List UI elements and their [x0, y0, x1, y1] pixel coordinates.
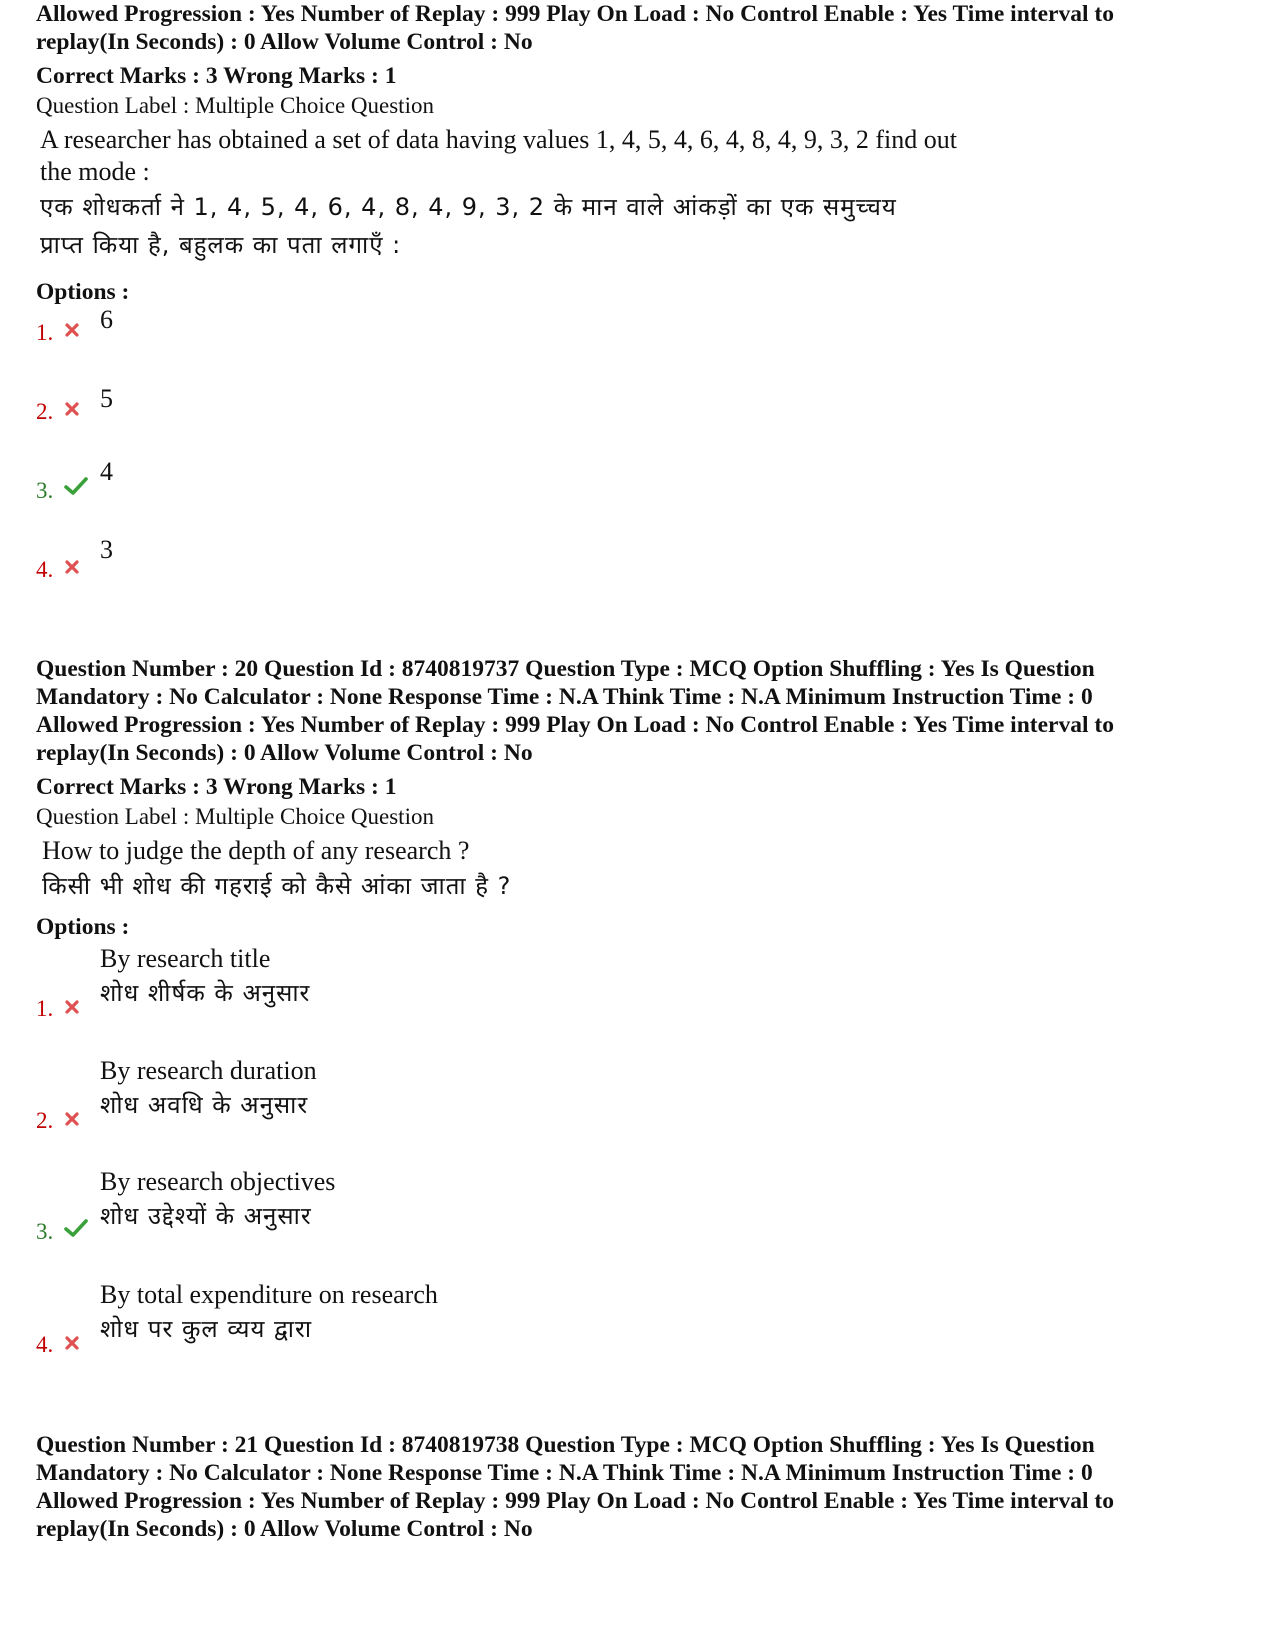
question-meta-line: Allowed Progression : Yes Number of Replay : 999 Play On Load : No Control Enable : Yes Time interval to [36, 1, 1114, 27]
cross-icon [64, 1111, 80, 1127]
option-item [36, 535, 636, 587]
option-text-en: By research duration [100, 1056, 317, 1085]
question-meta-line: Allowed Progression : Yes Number of Replay : 999 Play On Load : No Control Enable : Yes Time interval to [36, 1488, 1114, 1514]
cross-icon [64, 401, 80, 417]
option-item [36, 1279, 736, 1369]
question-text [40, 124, 1246, 264]
question-meta-line: replay(In Seconds) : 0 Allow Volume Control : No [36, 740, 533, 766]
question-label: Question Label : Multiple Choice Question [36, 804, 434, 829]
option-number: 3. [36, 1219, 54, 1244]
option-number: 1. [36, 320, 54, 345]
option-text-en: By total expenditure on research [100, 1280, 438, 1309]
question-meta-line: Question Number : 20 Question Id : 8740819737 Question Type : MCQ Option Shuffling : Yes Is Question [36, 656, 1095, 682]
option-text-hi: शोध उद्देश्यों के अनुसार [100, 1202, 312, 1230]
option-number: 4. [36, 557, 54, 582]
option-text: 4 [100, 457, 113, 486]
question-20-block [36, 655, 1246, 949]
option-text: 3 [100, 535, 113, 564]
question-text-hi: एक शोधकर्ता ने 1, 4, 5, 4, 6, 4, 8, 4, 9, 3, 2 के मान वाले आंकड़ों का एक समुच्चय [40, 193, 897, 221]
option-item [36, 457, 636, 508]
option-number: 3. [36, 478, 54, 503]
options-heading: Options : [36, 914, 130, 940]
option-text [100, 1166, 335, 1234]
marks-line: Correct Marks : 3 Wrong Marks : 1 [36, 63, 397, 89]
option-text: 6 [100, 305, 113, 334]
option-text-hi: शोध शीर्षक के अनुसार [100, 979, 311, 1007]
cross-icon [64, 1335, 80, 1351]
question-meta-line: Mandatory : No Calculator : None Response Time : N.A Think Time : N.A Minimum Instruction Time : 0 [36, 1460, 1093, 1486]
question-meta-line: Mandatory : No Calculator : None Response Time : N.A Think Time : N.A Minimum Instruction Time : 0 [36, 684, 1093, 710]
option-item [36, 305, 636, 350]
option-item [36, 1055, 736, 1145]
question-meta-line: replay(In Seconds) : 0 Allow Volume Control : No [36, 29, 533, 55]
option-number: 1. [36, 996, 54, 1021]
option-item [36, 384, 636, 429]
option-number: 2. [36, 399, 54, 424]
option-text-en: By research objectives [100, 1167, 336, 1196]
option-text-en: By research title [100, 944, 271, 973]
question-21-block [36, 1431, 1246, 1543]
cross-icon [64, 559, 80, 575]
options-heading: Options : [36, 279, 130, 305]
option-text-hi: शोध अवधि के अनुसार [100, 1091, 309, 1119]
question-text-hi: किसी भी शोध की गहराई को कैसे आंका जाता है ? [42, 872, 512, 900]
question-text-hi: प्राप्त किया है, बहुलक का पता लगाएँ : [40, 231, 402, 259]
cross-icon [64, 322, 80, 338]
question-text-en: the mode : [40, 157, 150, 186]
option-text: 5 [100, 384, 113, 413]
question-label: Question Label : Multiple Choice Question [36, 93, 434, 118]
question-meta-line: Question Number : 21 Question Id : 8740819738 Question Type : MCQ Option Shuffling : Yes Is Question [36, 1432, 1095, 1458]
question-19-block [36, 0, 1246, 314]
option-text [100, 943, 310, 1011]
option-text [100, 1279, 438, 1347]
question-meta-line: Allowed Progression : Yes Number of Replay : 999 Play On Load : No Control Enable : Yes Time interval to [36, 712, 1114, 738]
option-text [100, 1055, 317, 1123]
cross-icon [64, 999, 80, 1015]
check-icon [64, 1218, 88, 1238]
question-meta-line: replay(In Seconds) : 0 Allow Volume Control : No [36, 1516, 533, 1542]
option-text-hi: शोध पर कुल व्यय द्वारा [100, 1315, 313, 1343]
question-text-en: How to judge the depth of any research ? [42, 836, 470, 865]
check-icon [64, 476, 88, 496]
question-text [42, 835, 1246, 905]
option-number: 4. [36, 1332, 54, 1357]
question-text-en: A researcher has obtained a set of data having values 1, 4, 5, 4, 6, 4, 8, 4, 9, 3, 2 find out [40, 125, 957, 154]
option-number: 2. [36, 1108, 54, 1133]
marks-line: Correct Marks : 3 Wrong Marks : 1 [36, 774, 397, 800]
option-item [36, 943, 736, 1033]
option-item [36, 1166, 736, 1256]
